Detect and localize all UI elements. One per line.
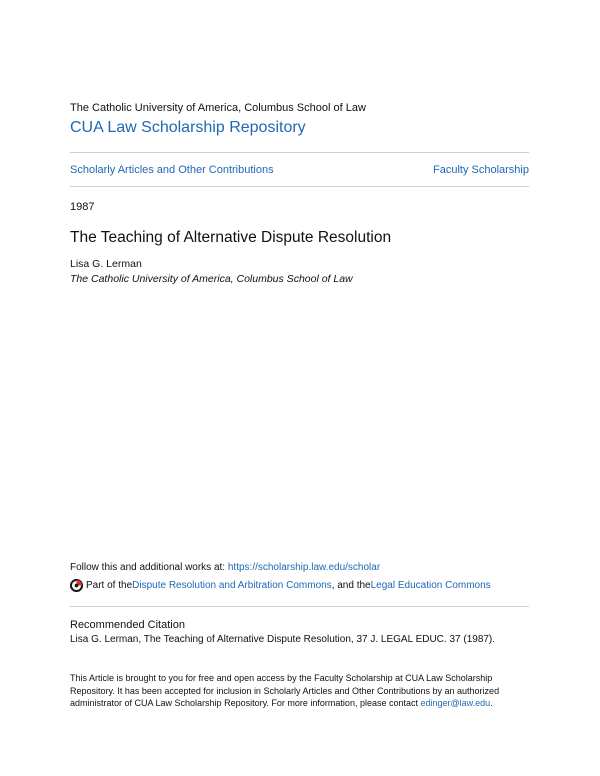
dispute-resolution-commons-link[interactable]: Dispute Resolution and Arbitration Commons xyxy=(132,580,332,591)
commons-network-icon xyxy=(70,579,83,592)
faculty-scholarship-link[interactable]: Faculty Scholarship xyxy=(433,164,529,176)
author-name: Lisa G. Lerman xyxy=(70,258,142,270)
part-of-prefix: Part of the xyxy=(86,580,133,591)
recommended-citation-heading: Recommended Citation xyxy=(70,619,185,631)
nav-divider xyxy=(70,186,529,187)
repository-title-link[interactable]: CUA Law Scholarship Repository xyxy=(70,119,306,136)
part-of-middle: , and the xyxy=(331,580,371,591)
author-affiliation: The Catholic University of America, Columbus School of Law xyxy=(70,273,353,285)
contact-email-link[interactable]: edinger@law.edu xyxy=(420,698,491,708)
legal-education-commons-link[interactable]: Legal Education Commons xyxy=(370,580,491,591)
publication-year: 1987 xyxy=(70,201,95,213)
follow-prefix: Follow this and additional works at: xyxy=(70,562,228,573)
top-divider xyxy=(70,152,529,153)
recommended-citation-text: Lisa G. Lerman, The Teaching of Alternative Dispute Resolution, 37 J. LEGAL EDUC. 37 (1987). xyxy=(70,634,496,645)
institution-name: The Catholic University of America, Columbus School of Law xyxy=(70,102,366,114)
follow-line xyxy=(70,562,380,573)
follow-url-link[interactable]: https://scholarship.law.edu/scholar xyxy=(227,562,381,573)
access-notice-text: This Article is brought to you for free and open access by the Faculty Scholarship at CUA Law Scholarship Repository. It has been accepted for inclusion in Scholarly Articles and Other Contributions by an authorized administrator of CUA Law Scholarship Repository. For more information, please contact xyxy=(70,673,500,708)
part-of-line xyxy=(70,579,491,592)
article-title: The Teaching of Alternative Dispute Resolution xyxy=(70,229,392,246)
collection-link[interactable]: Scholarly Articles and Other Contributions xyxy=(70,164,274,176)
access-notice-suffix: . xyxy=(490,698,493,708)
access-notice xyxy=(70,672,530,710)
citation-divider xyxy=(70,606,529,607)
